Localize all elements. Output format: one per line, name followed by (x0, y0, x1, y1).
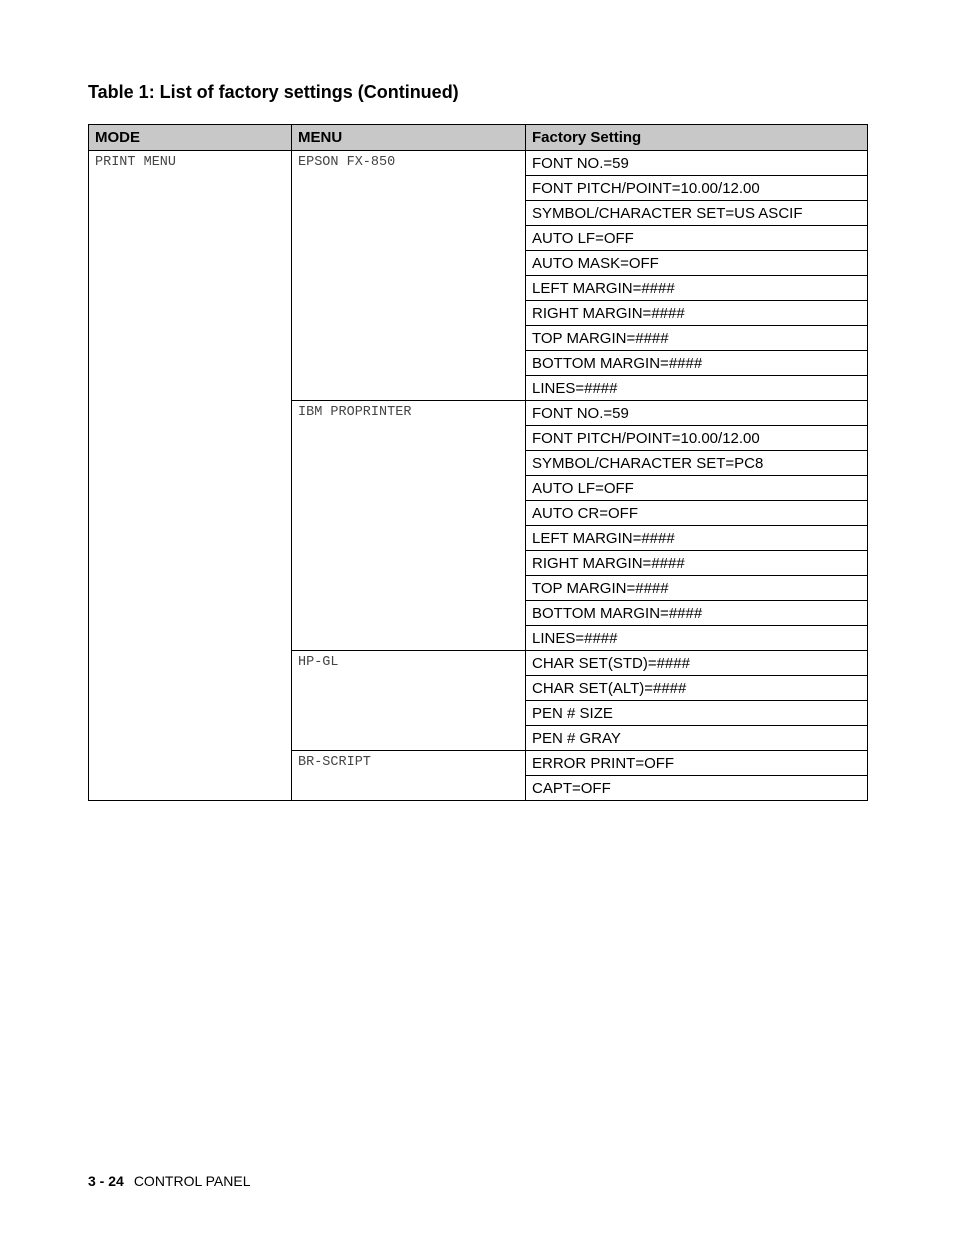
factory-setting-cell: BOTTOM MARGIN=#### (526, 351, 868, 376)
factory-setting-cell: LINES=#### (526, 626, 868, 651)
factory-setting-cell: LINES=#### (526, 376, 868, 401)
header-row (89, 125, 868, 151)
factory-setting-cell: PEN # GRAY (526, 726, 868, 751)
mode-cell: PRINT MENU (89, 151, 292, 801)
table-row (89, 151, 868, 176)
factory-setting-cell: CHAR SET(STD)=#### (526, 651, 868, 676)
factory-setting-cell: RIGHT MARGIN=#### (526, 301, 868, 326)
factory-setting-cell: AUTO CR=OFF (526, 501, 868, 526)
menu-cell: IBM PROPRINTER (292, 401, 526, 651)
menu-cell: BR-SCRIPT (292, 751, 526, 801)
factory-setting-cell: TOP MARGIN=#### (526, 576, 868, 601)
factory-setting-cell: FONT NO.=59 (526, 151, 868, 176)
factory-setting-cell: AUTO MASK=OFF (526, 251, 868, 276)
factory-setting-cell: ERROR PRINT=OFF (526, 751, 868, 776)
factory-setting-cell: CAPT=OFF (526, 776, 868, 801)
table-title: Table 1: List of factory settings (Continued) (88, 82, 459, 102)
column-header-mode: MODE (89, 125, 292, 151)
factory-settings-table (88, 124, 868, 801)
factory-setting-cell: SYMBOL/CHARACTER SET=US ASCIF (526, 201, 868, 226)
column-header-factory-setting: Factory Setting (526, 125, 868, 151)
factory-setting-cell: TOP MARGIN=#### (526, 326, 868, 351)
factory-setting-cell: FONT PITCH/POINT=10.00/12.00 (526, 176, 868, 201)
factory-setting-cell: SYMBOL/CHARACTER SET=PC8 (526, 451, 868, 476)
column-header-menu: MENU (292, 125, 526, 151)
factory-setting-cell: AUTO LF=OFF (526, 226, 868, 251)
factory-setting-cell: FONT PITCH/POINT=10.00/12.00 (526, 426, 868, 451)
factory-setting-cell: FONT NO.=59 (526, 401, 868, 426)
page-number: 3 - 24 (88, 1173, 124, 1189)
factory-setting-cell: RIGHT MARGIN=#### (526, 551, 868, 576)
factory-setting-cell: PEN # SIZE (526, 701, 868, 726)
menu-cell: EPSON FX-850 (292, 151, 526, 401)
page-footer (88, 1173, 251, 1189)
menu-cell: HP-GL (292, 651, 526, 751)
factory-setting-cell: BOTTOM MARGIN=#### (526, 601, 868, 626)
factory-setting-cell: AUTO LF=OFF (526, 476, 868, 501)
factory-setting-cell: LEFT MARGIN=#### (526, 276, 868, 301)
section-name: CONTROL PANEL (133, 1173, 251, 1189)
factory-setting-cell: CHAR SET(ALT)=#### (526, 676, 868, 701)
factory-setting-cell: LEFT MARGIN=#### (526, 526, 868, 551)
